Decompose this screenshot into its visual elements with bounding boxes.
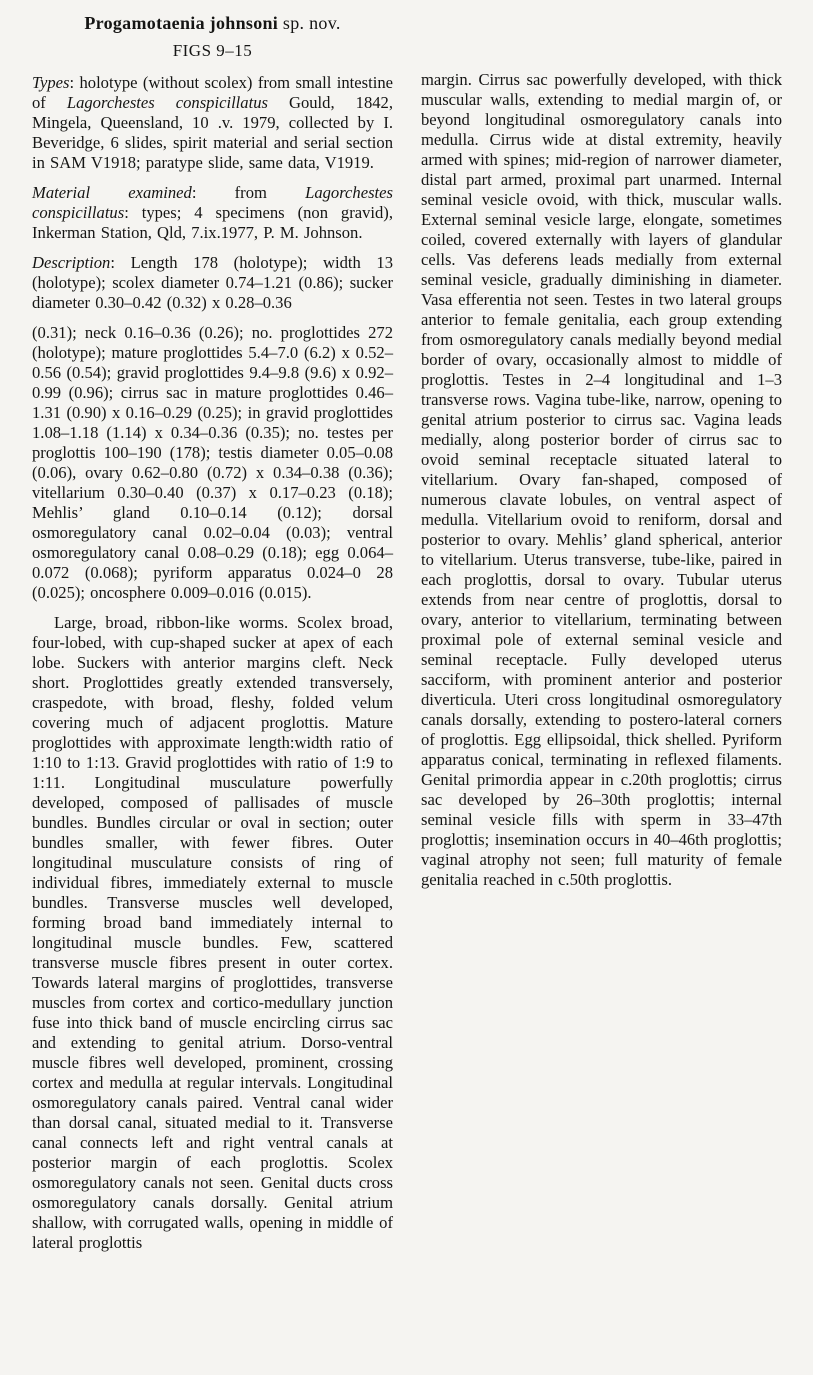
figs-reference: FIGS 9–15 xyxy=(172,41,253,60)
paragraph-description-measurements-2: (0.31); neck 0.16–0.36 (0.26); no. proglottides 272 (holotype); mature proglottides 5.4–7.0 (6.2) x 0.52–0.56 (0.54); gravid proglottides 9.4–9.8 (9.6) x 0.92–0.99 (0.96); cirrus sac in mature proglottides 0.46–1.31 (0.90) x 0.16–0.29 (0.25); in gravid proglottides 1.08–1.18 (1.14) x 0.34–0.36 (0.35); no. testes per proglottis 100–190 (178); testis diameter 0.05–0.08 (0.06), ovary 0.62–0.80 (0.72) x 0.34–0.38 (0.36); vitellarium 0.30–0.40 (0.37) x 0.17–0.23 (0.18); Mehlis’ gland 0.10–0.14 (0.12); dorsal osmoregulatory canal 0.02–0.04 (0.03); ventral osmoregulatory canal 0.08–0.29 (0.18); egg 0.064–0.072 (0.068); pyriform apparatus 0.024–0 28 (0.025); oncosphere 0.009–0.016 (0.015). xyxy=(32,323,393,602)
paragraph-general-description: Large, broad, ribbon-like worms. Scolex broad, four-lobed, with cup-shaped sucker at apex of each lobe. Suckers with anterior margins cleft. Neck short. Proglottides greatly extended transversely, craspedote, with broad, fleshy, folded velum covering much of adjacent proglottis. Mature proglottides with approximate length:width ratio of 1:10 to 1:13. Gravid proglottides with ratio of 1:9 to 1:11. Longitudinal musculature powerfully developed, composed of pallisades of muscle bundles. Bundles circular or oval in section; outer bundles smaller, with fewer fibres. Outer longitudinal musculature consists of ring of individual fibres, immediately external to muscle bundles. Transverse muscles well developed, forming broad band immediately internal to longitudinal muscle bundles. Few, scattered transverse muscle fibres present in outer cortex. Towards lateral margins of proglottides, transverse muscles from cortex and cortico-medullary junction fuse into thick band of muscle encircling cirrus sac and extending to genital atrium. Dorso-ventral muscle fibres well developed, prominent, crossing cortex and medulla at regular intervals. Longitudinal osmoregulatory canals paired. Ventral canal wider than dorsal canal, situated medial to it. Transverse canal connects left and right ventral canals at posterior margin of each proglottis. Scolex osmoregulatory canals not seen. Genital ducts cross osmoregulatory canals dorsally. Genital atrium shallow, with corrugated walls, opening in middle of lateral proglottis xyxy=(32,613,393,1252)
right-column xyxy=(421,12,782,1263)
article-header xyxy=(32,12,393,61)
species-title xyxy=(32,12,393,34)
paragraph-types: Types: holotype (without scolex) from small intestine of Lagorchestes conspicillatus Gould, 1842, Mingela, Queensland, 10 .v. 1979, collected by I. Beveridge, 6 slides, spirit material and serial section in SAM V1918; paratype slide, same data, V1919. xyxy=(32,73,393,172)
two-column-layout xyxy=(32,12,782,1263)
left-column xyxy=(32,12,393,1263)
paragraph-description-measurements-1: Description: Length 178 (holotype); width 13 (holotype); scolex diameter 0.74–1.21 (0.86); sucker diameter 0.30–0.42 (0.32) x 0.28–0.36 xyxy=(32,253,393,312)
left-column-body xyxy=(32,73,393,1253)
species-name: Progamotaenia johnsoni xyxy=(84,13,279,33)
paragraph-description-continuation: margin. Cirrus sac powerfully developed, with thick muscular walls, extending to medial margin of, or beyond longitudinal osmoregulatory canals into medulla. Cirrus wide at distal extremity, heavily armed with spines; mid-region of narrower diameter, distal part armed, proximal part unarmed. Internal seminal vesicle ovoid, with thick, muscular walls. External seminal vesicle large, elongate, sometimes coiled, covered externally with layers of glandular cells. Vas deferens leads medially from external seminal vesicle, gradually diminishing in diameter. Vasa efferentia not seen. Testes in two lateral groups anterior to female genitalia, each group extending from osmoregulatory canals medially beyond medial border of ovary, occasionally almost to middle of proglottis. Testes in 2–4 longitudinal and 1–3 transverse rows. Vagina tube-like, narrow, opening to genital atrium posterior to cirrus sac. Vagina leads medially, along posterior border of cirrus sac to ovoid seminal receptacle situated lateral to vitellarium. Ovary fan-shaped, composed of numerous clavate lobules, on ventral aspect of medulla. Vitellarium ovoid to reniform, dorsal and posterior to ovary. Mehlis’ gland spherical, anterior to vitellarium. Uterus transverse, tube-like, paired in each proglottis, dorsal to ovary. Tubular uterus extends from near centre of proglottis, dorsal to ovary, anterior to vitellarium, terminating between proximal pole of external seminal vesicle and seminal receptacle. Fully developed uterus sacciform, with prominent anterior and posterior diverticula. Uteri cross longitudinal osmoregulatory canals dorsally, extending to postero-lateral corners of proglottis. Egg ellipsoidal, thick shelled. Pyriform apparatus conical, terminating in reflexed filaments. Genital primordia appear in c.20th proglottis; cirrus sac developed by 26–30th proglottis; internal seminal vesicle fills with sperm in 33–47th proglottis; insemination occurs in 40–46th proglottis; vaginal atrophy not seen; full maturity of female genitalia reached in c.50th proglottis. xyxy=(421,70,782,889)
paragraph-material-examined: Material examined: from Lagorchestes conspicillatus: types; 4 specimens (non gravid), Inkerman Station, Qld, 7.ix.1977, P. M. Johnson. xyxy=(32,183,393,242)
species-suffix: sp. nov. xyxy=(278,13,341,33)
right-column-body xyxy=(421,70,782,890)
